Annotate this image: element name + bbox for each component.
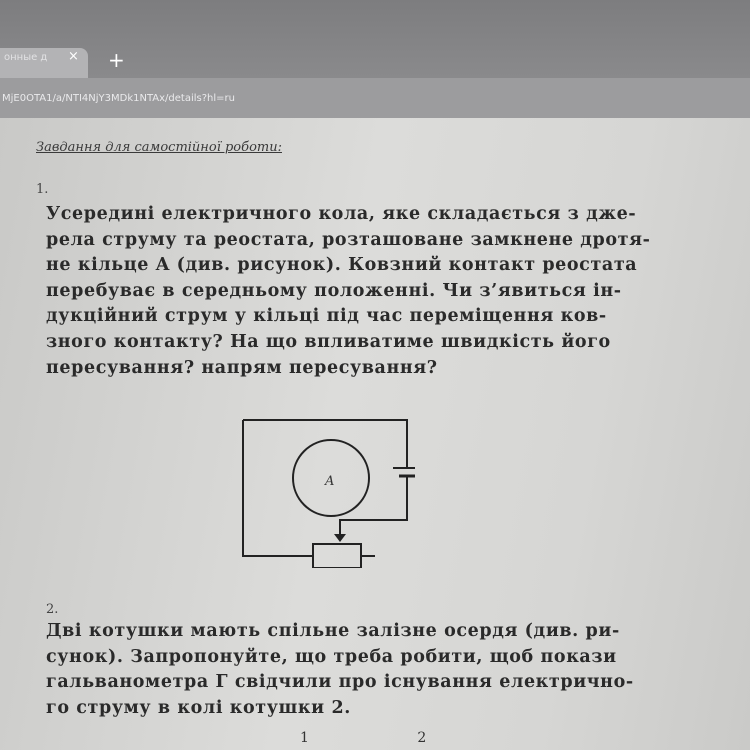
new-tab-button[interactable]: + (108, 48, 125, 72)
browser-tab-bar (0, 0, 750, 78)
rheostat (313, 544, 361, 568)
coil-figure-labels (300, 730, 426, 746)
page-heading: Завдання для самостійної роботи: (36, 140, 282, 155)
ring-label: A (325, 474, 335, 489)
task-2-text: Дві котушки мають спільне залізне осердя (див. ри- сунок). Запропонуйте, що треба робити, щоб покази гальванометра Г свідчили про існування електрично- го струму в колі котушки 2. (46, 621, 634, 718)
coil-2-label: 2 (417, 730, 427, 746)
close-icon[interactable]: × (68, 49, 79, 64)
coil-1-label: 1 (300, 730, 309, 746)
task-1-text: Усередині електричного кола, яке складається з дже- рела струму та реостата, розташоване замкнене дротя- не кільце A (див. рисунок). Ковзний контакт реостата перебуває в середньому положенні. Чи з’явиться ін- дукційний струм у кільці під час переміщення ков- зного контакту? На що впливатиме швидкість його пересування? напрям пересування? (46, 204, 651, 378)
browser-tab[interactable] (0, 48, 88, 78)
address-bar[interactable] (0, 78, 750, 118)
task-2-number: 2. (46, 602, 59, 617)
tab-title: онные д (4, 52, 48, 63)
document-page (0, 118, 750, 750)
slider-arrow (334, 534, 346, 542)
circuit-figure (235, 418, 415, 568)
url-text[interactable]: MjE0OTA1/a/NTI4NjY3MDk1NTAx/details?hl=ru (2, 93, 235, 104)
task-1-number: 1. (36, 182, 49, 197)
